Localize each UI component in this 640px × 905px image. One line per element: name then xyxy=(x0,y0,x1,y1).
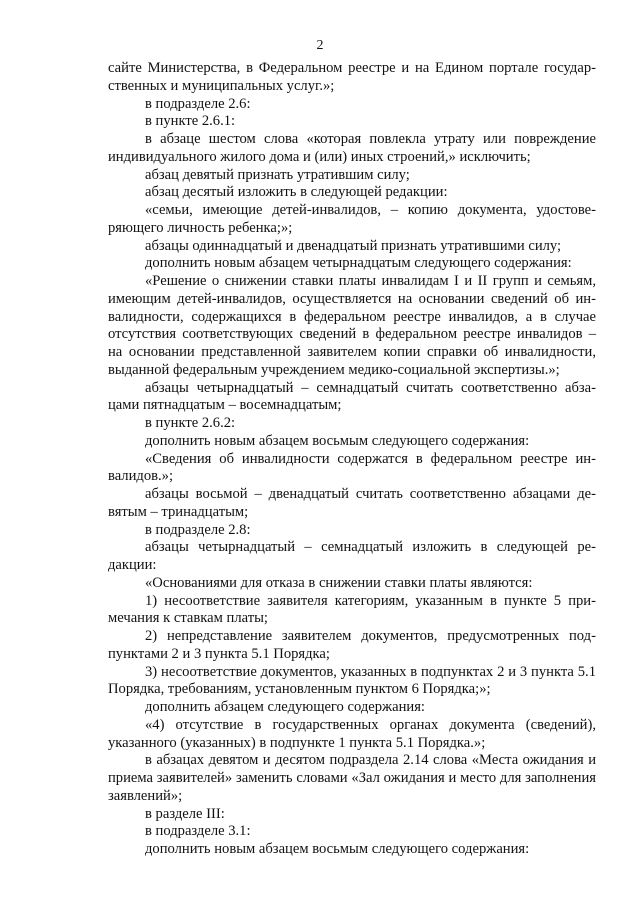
paragraph: абзац девятый признать утратившим силу; xyxy=(145,166,410,183)
paragraph: 3) несоответствие документов, указанных в подпунктах 2 и 3 пункта 5.1 Порядка, требованиям, установленным пунктом 6 Порядка;»; xyxy=(108,663,596,698)
paragraph: в пункте 2.6.2: xyxy=(145,415,236,431)
paragraph: дополнить новым абзацем четырнадцатым следующего содержания: xyxy=(145,255,572,272)
paragraph: дополнить новым абзацем восьмым следующего содержания: xyxy=(145,432,530,449)
paragraph: абзац десятый изложить в следующей редакции: xyxy=(145,184,448,201)
document-body xyxy=(108,60,596,859)
continued-paragraph: сайте Министерства, в Федеральном реестре и на Едином портале государственных и муниципальных услуг.»; xyxy=(108,60,596,94)
paragraph: 2) непредставление заявителем документов, предусмотренных подпунктами 2 и 3 пункта 5.1 Порядка; xyxy=(108,628,596,662)
paragraph: дополнить абзацем следующего содержания: xyxy=(145,699,425,715)
paragraph: «семьи, имеющие детей-инвалидов, – копию документа, удостоверяющего личность ребенка;»; xyxy=(108,202,596,236)
paragraph: в подразделе 3.1: xyxy=(145,823,251,840)
paragraph: в абзацах девятом и десятом подраздела 2.14 слова «Места ожидания и приема заявителей» заменить словами «Зал ожидания и место для заполнения заявлений»; xyxy=(108,752,596,804)
paragraph: абзацы одиннадцатый и двенадцатый признать утратившими силу; xyxy=(145,237,562,254)
paragraph: «Сведения об инвалидности содержатся в федеральном реестре инвалидов.»; xyxy=(108,450,596,485)
paragraph: в пункте 2.6.1: xyxy=(145,113,236,130)
paragraph: абзацы четырнадцатый – семнадцатый изложить в следующей редакции: xyxy=(108,539,596,573)
paragraph: абзацы восьмой – двенадцатый считать соответственно абзацами девятым – тринадцатым; xyxy=(108,486,596,520)
paragraph: в разделе III: xyxy=(145,805,225,822)
paragraph: «Решение о снижении ставки платы инвалидам I и II групп и семьям, имеющим детей-инвалидов, осуществляется на основании сведений об инвалидности, содержащихся в федеральном реестре инвалидов, а в случае отсутствия соответствующих сведений в федеральном реестре инвалидов – на основании представленной заявителем копии справки об инвалидности, выданной федеральным учреждением медико-социальной экспертизы.»; xyxy=(108,273,596,378)
paragraph: абзацы четырнадцатый – семнадцатый считать соответственно абзацами пятнадцатым – восемнадцатым; xyxy=(108,379,596,414)
page-number: 2 xyxy=(316,38,324,53)
paragraph: «4) отсутствие в государственных органах документа (сведений), указанного (указанных) в подпункте 1 пункта 5.1 Порядка.»; xyxy=(108,716,596,751)
paragraph: дополнить новым абзацем восьмым следующего содержания: xyxy=(145,841,530,857)
paragraph: в подразделе 2.6: xyxy=(145,95,251,112)
paragraph: в подразделе 2.8: xyxy=(145,521,251,538)
paragraph: 1) несоответствие заявителя категориям, указанным в пункте 5 примечания к ставкам платы; xyxy=(108,592,596,627)
paragraph: в абзаце шестом слова «которая повлекла утрату или повреждение индивидуального жилого дома и (или) иных строений,» исключить; xyxy=(108,131,596,165)
paragraph: «Основаниями для отказа в снижении ставки платы являются: xyxy=(145,574,533,591)
